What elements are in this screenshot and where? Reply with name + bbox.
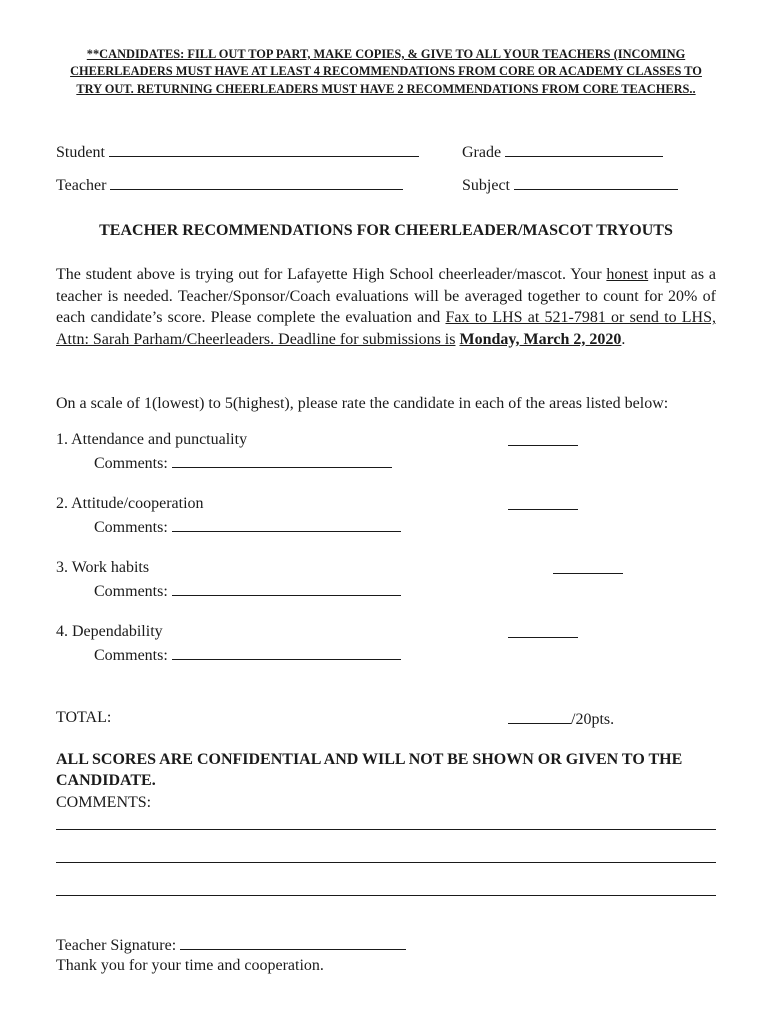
criterion-4-label: Dependability <box>72 623 163 640</box>
confidential-notice: ALL SCORES ARE CONFIDENTIAL AND WILL NOT BE SHOWN OR GIVEN TO THE CANDIDATE. <box>56 751 683 789</box>
thank-you-note: Thank you for your time and cooperation. <box>56 957 324 974</box>
criterion-1-comments-blank[interactable] <box>172 452 392 468</box>
student-blank[interactable] <box>109 141 419 157</box>
intro-paragraph <box>56 264 716 350</box>
criterion-4-score-blank[interactable] <box>508 622 578 638</box>
total-field <box>508 708 614 730</box>
criterion-3-score-blank[interactable] <box>553 558 623 574</box>
student-field <box>56 141 419 163</box>
criterion-1-number: 1. <box>56 431 68 448</box>
total-suffix: /20pts. <box>571 711 615 728</box>
criterion-4-comments <box>94 644 401 666</box>
criterion-1-comments <box>94 452 392 474</box>
signature-label: Teacher Signature: <box>56 937 177 954</box>
deadline-date: Monday, March 2, 2020 <box>459 330 622 348</box>
criterion-2-score-blank[interactable] <box>508 494 578 510</box>
criterion-3-comments-blank[interactable] <box>172 580 401 596</box>
total-blank[interactable] <box>508 708 571 724</box>
criterion-1 <box>56 430 247 450</box>
teacher-blank[interactable] <box>110 174 403 190</box>
criterion-3-comments <box>94 580 401 602</box>
criterion-2-comments-label: Comments: <box>94 519 168 536</box>
total-label: TOTAL: <box>56 709 112 726</box>
criterion-2-number: 2. <box>56 495 68 512</box>
criterion-3 <box>56 558 149 578</box>
scale-instruction: On a scale of 1(lowest) to 5(highest), please rate the candidate in each of the areas listed below: <box>56 395 669 412</box>
criterion-2 <box>56 494 204 514</box>
student-label: Student <box>56 144 105 161</box>
intro-period: . <box>621 330 626 348</box>
criterion-1-comments-label: Comments: <box>94 455 168 472</box>
candidate-instructions: **CANDIDATES: FILL OUT TOP PART, MAKE COPIES, & GIVE TO ALL YOUR TEACHERS (INCOMING CHEERLEADERS MUST HAVE AT LEAST 4 RECOMMENDATIONS FROM CORE OR ACADEMY CLASSES TO TRY OUT. RETURNING CHEERLEADERS MUST HAVE 2 RECOMMENDATIONS FROM CORE TEACHERS.. <box>70 47 702 96</box>
intro-honest: honest <box>606 266 649 283</box>
subject-blank[interactable] <box>514 174 678 190</box>
signature-blank[interactable] <box>180 934 406 950</box>
criterion-2-comments-blank[interactable] <box>172 516 401 532</box>
comment-line-3[interactable] <box>56 895 716 896</box>
criterion-2-comments <box>94 516 401 538</box>
criterion-1-score-blank[interactable] <box>508 430 578 446</box>
criterion-3-label: Work habits <box>71 559 150 576</box>
teacher-field <box>56 174 403 196</box>
comment-line-2[interactable] <box>56 862 716 863</box>
comments-heading: COMMENTS: <box>56 794 152 811</box>
criterion-1-label: Attendance and punctuality <box>71 431 248 448</box>
grade-label: Grade <box>462 144 502 161</box>
intro-fax-instructions: Fax to LHS at 521-7981 or send to LHS, Attn: Sarah Parham/Cheerleaders. Deadline for submissions is <box>56 309 716 348</box>
subject-label: Subject <box>462 177 510 194</box>
criterion-4-comments-blank[interactable] <box>172 644 401 660</box>
criterion-3-comments-label: Comments: <box>94 583 168 600</box>
intro-text-1: The student above is trying out for Lafayette High School cheerleader/mascot. Your <box>56 266 607 283</box>
criterion-4 <box>56 622 163 642</box>
grade-field <box>462 141 663 163</box>
teacher-label: Teacher <box>56 177 107 194</box>
criterion-3-number: 3. <box>56 559 68 576</box>
grade-blank[interactable] <box>505 141 663 157</box>
comment-line-1[interactable] <box>56 829 716 830</box>
criterion-4-number: 4. <box>56 623 68 640</box>
criterion-2-label: Attitude/cooperation <box>71 495 204 512</box>
subject-field <box>462 174 678 196</box>
signature-field <box>56 934 406 956</box>
criterion-4-comments-label: Comments: <box>94 647 168 664</box>
form-title: TEACHER RECOMMENDATIONS FOR CHEERLEADER/MASCOT TRYOUTS <box>99 222 673 239</box>
intro-text-2: input as a teacher is needed. Teacher/Sponsor/Coach evaluations will be averaged together to count for 20% of each candidate’s score. Please complete the evaluation and <box>56 266 716 327</box>
